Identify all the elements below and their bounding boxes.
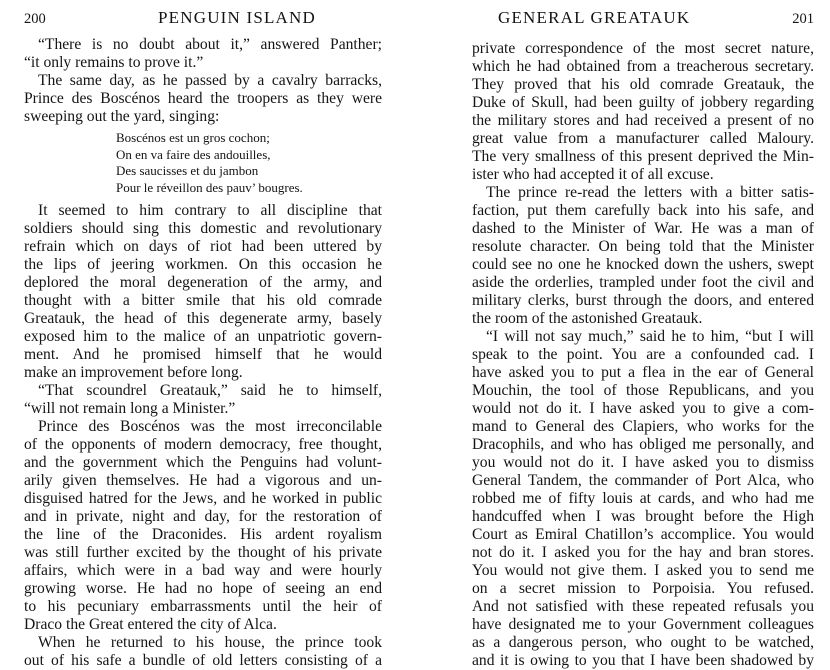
text-line: Greatauk, the head of this degenerate army, basely — [24, 310, 382, 327]
text-line: Prince des Boscénos heard the troopers as they were — [24, 90, 382, 107]
text-line: on a secret mission to Porpoisia. You refused. — [472, 580, 814, 597]
left-page-number: 200 — [24, 11, 46, 27]
text-line: out of his safe a bundle of old letters consisting of a — [24, 652, 382, 669]
left-page — [24, 0, 382, 669]
text-line: the lips of jeering workmen. On this occasion he — [24, 256, 382, 273]
text-line: You would not give them. I asked you to send me — [472, 562, 814, 579]
text-line: of the opponents of modern democracy, free thought, — [24, 436, 382, 453]
text-line: “There is no doubt about it,” answered Panther; — [38, 36, 382, 53]
text-line: soldiers should sing this domestic and revolutionary — [24, 220, 382, 237]
text-line: “it only remains to prove it.” — [24, 54, 204, 71]
text-line: would not do it. I have asked you to give a com- — [472, 400, 814, 417]
verse-line: On en va faire des andouilles, — [116, 146, 271, 162]
text-line: “will not remain long a Minister.” — [24, 400, 236, 417]
text-line: aside the orderlies, trampled under foot the civil and — [472, 274, 814, 291]
text-line: great value from a manufacturer called Maloury. — [472, 130, 814, 147]
left-running-head: PENGUIN ISLAND — [158, 8, 316, 27]
text-line: faction, put them carefully back into his safe, and — [472, 202, 814, 219]
text-line: not do it. I asked you for the hay and bran stores. — [472, 544, 814, 561]
right-page-number: 201 — [792, 11, 814, 27]
text-line: growing worse. He had no hope of seeing an end — [24, 580, 382, 597]
text-line: arily given themselves. He had a vigorous and un- — [24, 472, 382, 489]
text-line: The very smallness of this present deprived the Min- — [472, 148, 814, 165]
text-line: mand to General des Clapiers, who works for the — [472, 418, 814, 435]
text-line: thought with a bitter smile that his old comrade — [24, 292, 382, 309]
text-line: The same day, as he passed by a cavalry barracks, — [38, 72, 382, 89]
text-line: refrain which on days of riot had been uttered by — [24, 238, 382, 255]
right-page-header — [472, 8, 814, 30]
text-line: “I will not say much,” said he to him, “but I will — [486, 328, 814, 345]
text-line: Duke of Skull, had been guilty of jobbery regarding — [472, 94, 814, 111]
text-line: General Tandem, the commander of Port Alca, who — [472, 472, 814, 489]
text-line: handcuffed when I was brought before the High — [472, 508, 814, 525]
text-line: It seemed to him contrary to all discipline that — [38, 202, 382, 219]
verse-line: Boscénos est un gros cochon; — [116, 130, 270, 145]
text-line: and it is owing to you that I have been shadowed by — [472, 652, 814, 669]
text-line: have designated me to your Government colleagues — [472, 616, 814, 633]
text-line: and in private, night and day, for the restoration of — [24, 508, 382, 525]
text-line: was still further excited by the thought of his private — [24, 544, 382, 561]
text-line: Prince des Boscénos was the most irreconcilable — [38, 418, 382, 435]
text-line: The prince re-read the letters with a bitter satis- — [486, 184, 814, 201]
text-line: exposed him to the malice of an unpatriotic govern- — [24, 328, 382, 345]
text-line: And not satisfied with these repeated refusals you — [472, 598, 814, 615]
text-line: Mouchin, the tool of those Republicans, and you — [472, 382, 814, 399]
text-line: deplored the moral degeneration of the army, and — [24, 274, 382, 291]
text-line: and the government which the Penguins had volunt- — [24, 454, 382, 471]
text-line: dashed to the Minister of War. He was a man of — [472, 220, 814, 237]
right-page — [472, 0, 814, 669]
text-line: ister who had accepted it of all excuse. — [472, 166, 714, 183]
text-line: make an improvement before long. — [24, 364, 243, 381]
left-page-header — [24, 8, 382, 30]
text-line: resolute character. On being told that the Minister — [472, 238, 814, 255]
text-line: affairs, which were in a bad way and were hourly — [24, 562, 382, 579]
text-line: which he had obtained from a treacherous secretary. — [472, 58, 814, 75]
text-line: to his pecuniary embarrassments until the heir of — [24, 598, 382, 615]
right-page-body — [472, 40, 814, 670]
text-line: the room of the astonished Greatauk. — [472, 310, 703, 327]
text-line: sweeping out the yard, singing: — [24, 108, 220, 125]
right-running-head: GENERAL GREATAUK — [498, 8, 691, 27]
text-line: Dracophils, and who has obliged me personally, and — [472, 436, 814, 453]
left-page-body — [24, 36, 382, 670]
text-line: as a dangerous person, who ought to be watched, — [472, 634, 814, 651]
verse-line: Pour le réveillon des pauv’ bougres. — [116, 179, 303, 195]
text-line: the line of the Draconides. His ardent royalism — [24, 526, 382, 543]
text-line: disguised hatred for the Jews, and he worked in public — [24, 490, 382, 507]
text-line: ment. And he promised himself that he would — [24, 346, 382, 363]
text-line: When he returned to his house, the prince took — [38, 634, 382, 651]
text-line: could see no one he knocked down the ushers, swept — [472, 256, 814, 273]
text-line: have asked you to put a flea in the ear of General — [472, 364, 814, 381]
verse-line: Des saucisses et du jambon — [116, 163, 259, 178]
song-verse — [116, 130, 382, 196]
text-line: private correspondence of the most secret nature, — [472, 40, 814, 57]
text-line: Draco the Great entered the city of Alca. — [24, 616, 277, 633]
text-line: Court as Emiral Chatillon’s accomplice. You would — [472, 526, 814, 543]
text-line: the military stores and had received a present of no — [472, 112, 814, 129]
text-line: They proved that his old comrade Greatauk, the — [472, 76, 814, 93]
text-line: robbed me of fifty louis at cards, and who had me — [472, 490, 814, 507]
text-line: you would not do it. I have asked you to dismiss — [472, 454, 814, 471]
text-line: “That scoundrel Greatauk,” said he to himself, — [38, 382, 382, 399]
text-line: military clerks, burst through the doors, and entered — [472, 292, 814, 309]
text-line: speak to the point. You are a confounded cad. I — [472, 346, 814, 363]
